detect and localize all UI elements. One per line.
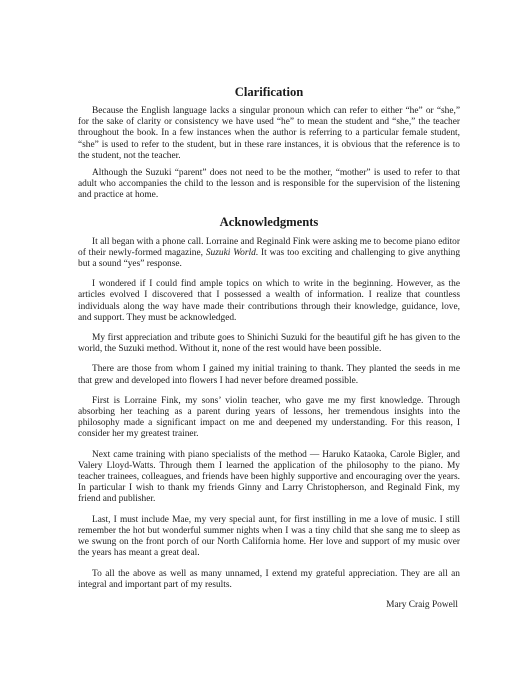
acknowledgments-paragraph-2: I wondered if I could find ample topics on which to write in the beginning. However, as the articles evolved I discovered that I possessed a wealth of information. I realize that countless individuals along the way have made their contributions through their knowledge, guidance, love, and support. They must be acknowledged.: [78, 279, 460, 323]
p1-text-after: . It was too exciting and challenging to give anything but a sound “yes” response.: [78, 247, 461, 270]
acknowledgments-paragraph-1: [78, 237, 460, 271]
clarification-heading: Clarification: [234, 85, 304, 99]
acknowledgments-heading: Acknowledgments: [219, 214, 319, 229]
document-page: [78, 84, 460, 610]
p1-text-before: It all began with a phone call. Lorraine and Reginald Fink were asking me to become piano editor of their newly-formed magazine,: [78, 236, 460, 258]
acknowledgments-paragraph-6: Next came training with piano specialists of the method — Haruko Kataoka, Carole Bigler, and Valery Lloyd-Watts. Through them I learned the application of the philosophy to the piano. My teacher trainees, colleagues, and friends have been highly supportive and encouraging over the years. In particular I wish to thank my friends Ginny and Larry Christopherson, and Reginald Fink, my friend and publisher.: [78, 449, 460, 505]
acknowledgments-paragraph-8: To all the above as well as many unnamed, I extend my grateful appreciation. They are all an integral and important part of my results.: [78, 568, 460, 590]
clarification-paragraph-1: Because the English language lacks a singular pronoun which can refer to either “he” or “she,” for the sake of clarity or consistency we have used “he” to mean the student and “she,” the teacher throughout the book. In a few instances when the author is referring to a particular female student, “she” is used to refer to the student, but in these rare instances, it is obvious that the reference is to the student, not the teacher.: [78, 106, 460, 161]
clarification-paragraph-2: Although the Suzuki “parent” does not need to be the mother, “mother” is used to refer to that adult who accompanies the child to the lesson and is responsible for the supervision of the listening and practice at home.: [78, 168, 460, 201]
acknowledgments-paragraph-5: First is Lorraine Fink, my sons’ violin teacher, who gave me my first knowledge. Through absorbing her teaching as a parent during years of lessons, her tremendous insights into the philosophy made a significant impact on me and deepened my understanding. For this reason, I consider her my greatest trainer.: [78, 395, 460, 440]
author-signature: Mary Craig Powell: [386, 599, 458, 610]
acknowledgments-paragraph-4: There are those from whom I gained my initial training to thank. They planted the seeds in me that grew and developed into flowers I had never before dreamed possible.: [78, 364, 460, 386]
acknowledgments-paragraph-3: My first appreciation and tribute goes to Shinichi Suzuki for the beautiful gift he has given to the world, the Suzuki method. Without it, none of the rest would have been possible.: [78, 333, 460, 355]
magazine-title: Suzuki World: [205, 247, 256, 258]
acknowledgments-paragraph-7: Last, I must include Mae, my very special aunt, for first instilling in me a love of music. I still remember the hot but wonderful summer nights when I was a tiny child that she sang me to sleep as we swung on the front porch of our North California home. Her love and support of my music over the years has meant a great deal.: [78, 514, 460, 559]
